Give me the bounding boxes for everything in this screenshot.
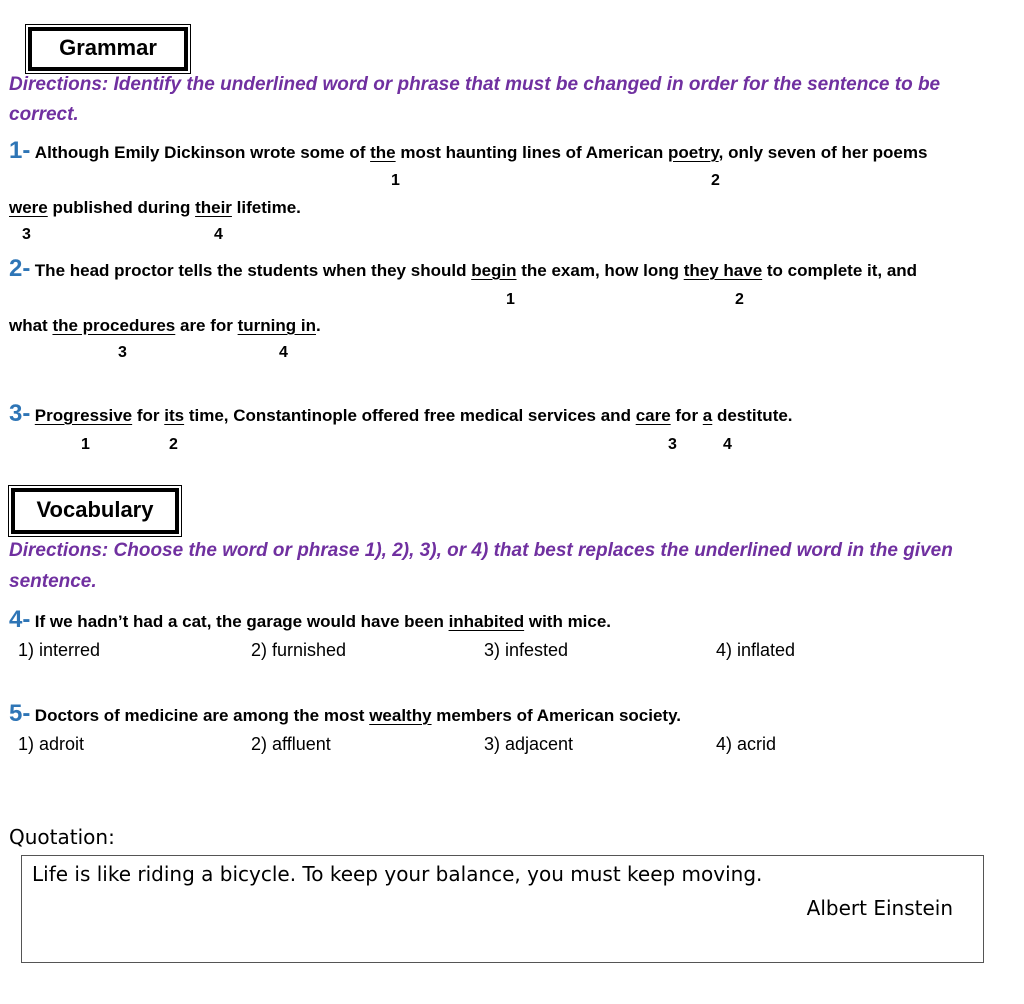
question-number: 1-: [9, 137, 31, 164]
option-label: 1: [81, 436, 90, 453]
option-label: 2: [735, 291, 744, 308]
vocabulary-directions-line1: Directions: Choose the word or phrase 1), 2), 3), or 4) that best replaces the underlined word in the given: [9, 540, 953, 561]
grammar-directions-line2: correct.: [9, 104, 79, 125]
underlined-option-2: poetry: [667, 143, 719, 162]
question-number: 3-: [9, 400, 31, 427]
underlined-option-1: begin: [471, 261, 517, 280]
vocabulary-heading: Vocabulary: [11, 488, 179, 534]
question-number: 4-: [9, 606, 31, 633]
underlined-option-3: were: [9, 198, 48, 217]
underlined-option-4: turning in: [237, 316, 316, 335]
question-2-line2: what the procedures are for turning in.: [9, 316, 321, 335]
option-label: 3: [22, 226, 31, 243]
answer-option-2[interactable]: 2) furnished: [251, 640, 347, 660]
underlined-option-2: they have: [683, 261, 763, 280]
answer-option-2[interactable]: 2) affluent: [251, 734, 331, 754]
answer-option-3[interactable]: 3) infested: [484, 640, 569, 660]
question-3: [9, 400, 793, 428]
quotation-label: Quotation:: [9, 825, 115, 849]
question-1-line2: were published during their lifetime.: [9, 198, 301, 217]
option-label: 3: [118, 344, 127, 361]
option-label: 4: [214, 226, 223, 243]
grammar-directions-line1: Directions: Identify the underlined word or phrase that must be changed in order for the sentence to be: [9, 74, 941, 95]
underlined-option-3: the procedures: [52, 316, 176, 335]
vocabulary-directions-line2: sentence.: [9, 571, 97, 592]
underlined-word: inhabited: [448, 612, 525, 631]
underlined-option-1: Progressive: [34, 406, 133, 425]
answer-option-1[interactable]: 1) adroit: [18, 734, 85, 754]
option-label: 4: [723, 436, 732, 453]
answer-option-4[interactable]: 4) inflated: [716, 640, 796, 660]
option-label: 1: [391, 172, 400, 189]
answer-option-1[interactable]: 1) interred: [18, 640, 101, 660]
question-text: The head proctor tells the students when they should begin the exam, how long they have to complete it, and: [34, 261, 918, 280]
question-1-line1: [9, 137, 927, 165]
quotation-box: [21, 855, 984, 963]
answer-option-3[interactable]: 3) adjacent: [484, 734, 574, 754]
question-text: Although Emily Dickinson wrote some of the most haunting lines of American poetry, only seven of her poems: [34, 143, 928, 162]
underlined-option-1: the: [370, 143, 396, 162]
quotation-author: Albert Einstein: [806, 896, 953, 920]
option-label: 3: [668, 436, 677, 453]
underlined-option-4: a: [702, 406, 713, 425]
underlined-option-4: their: [195, 198, 232, 217]
question-text: Doctors of medicine are among the most wealthy members of American society.: [34, 706, 681, 725]
underlined-option-2: its: [164, 406, 185, 425]
question-5: [9, 700, 681, 728]
option-label: 2: [711, 172, 720, 189]
question-4: [9, 606, 611, 634]
option-label: 1: [506, 291, 515, 308]
question-text: Progressive for its time, Constantinople offered free medical services and care for a destitute.: [34, 406, 793, 425]
grammar-heading: Grammar: [28, 27, 188, 71]
question-text: If we hadn’t had a cat, the garage would have been inhabited with mice.: [34, 612, 612, 631]
answer-option-4[interactable]: 4) acrid: [716, 734, 777, 754]
question-number: 5-: [9, 700, 31, 727]
option-label: 4: [279, 344, 288, 361]
underlined-word: wealthy: [369, 706, 432, 725]
option-label: 2: [169, 436, 178, 453]
question-number: 2-: [9, 255, 31, 282]
underlined-option-3: care: [635, 406, 671, 425]
quotation-text: Life is like riding a bicycle. To keep your balance, you must keep moving.: [32, 862, 763, 886]
question-2-line1: [9, 255, 917, 283]
